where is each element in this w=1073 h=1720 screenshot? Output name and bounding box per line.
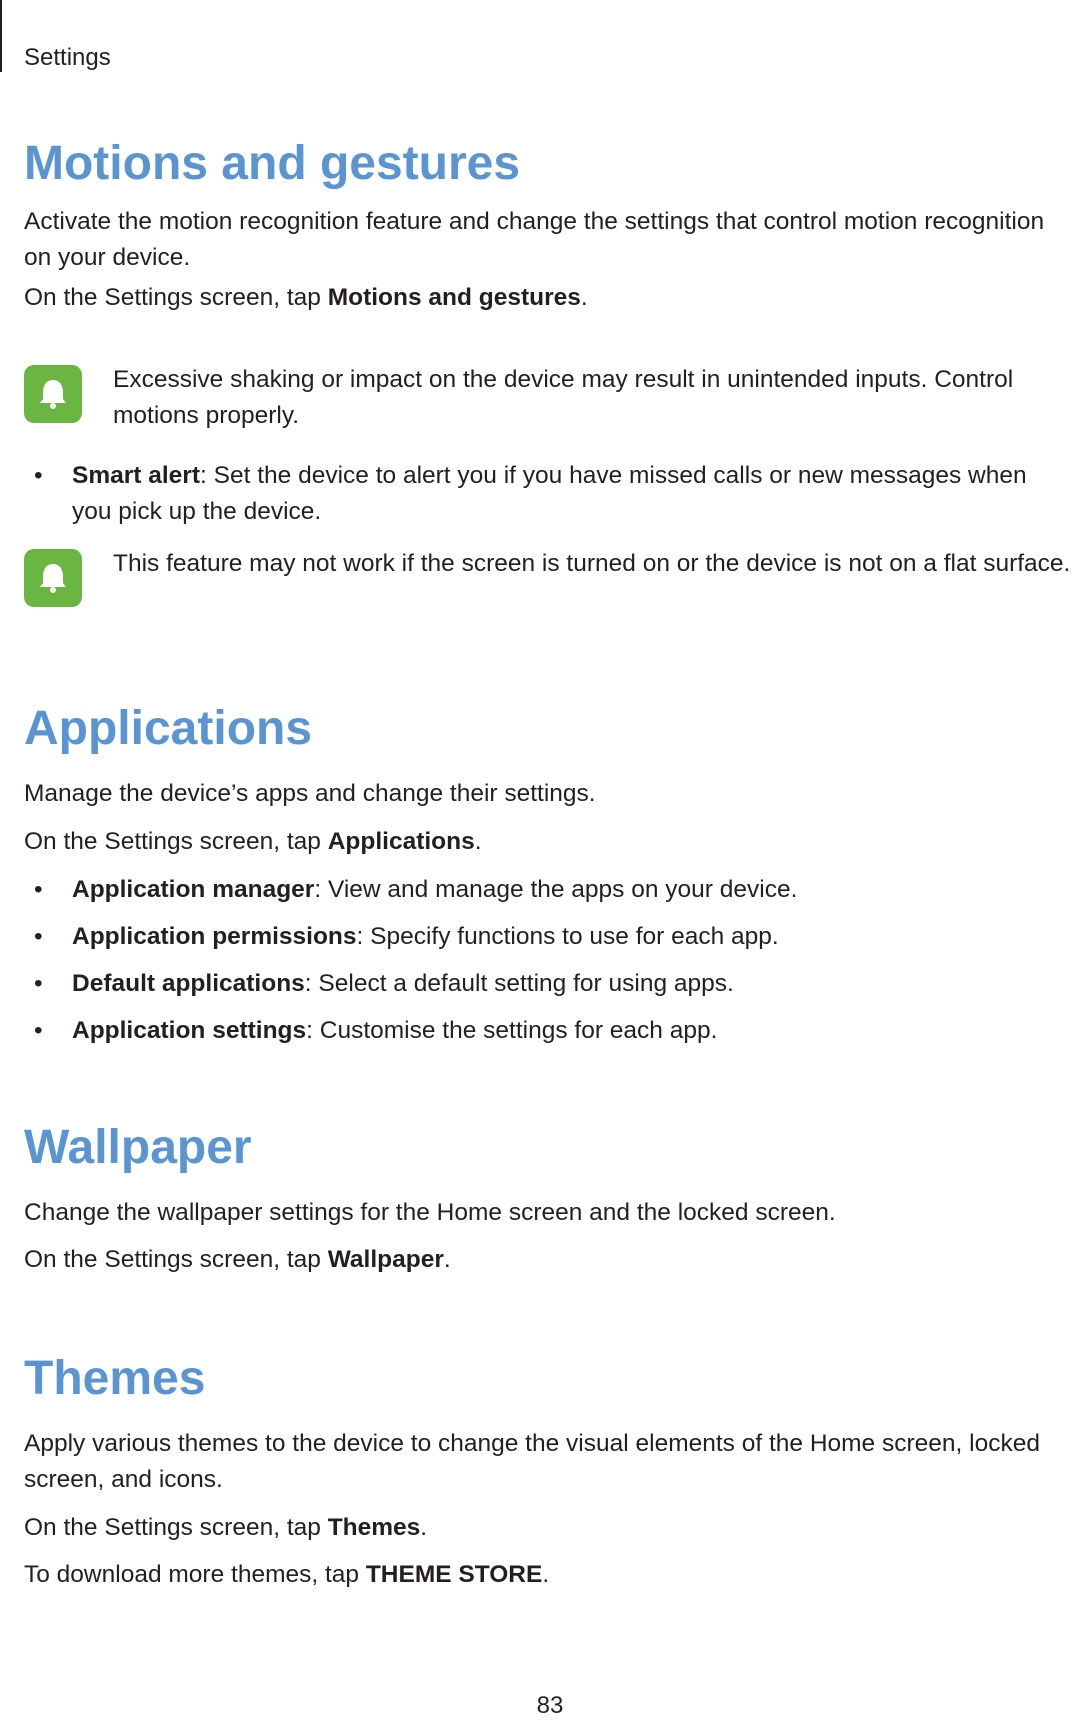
- note-text: This feature may not work if the screen is turned on or the device is not on a flat surface.: [113, 550, 1071, 577]
- tap-prefix: On the Settings screen, tap: [24, 828, 328, 855]
- bell-icon: [24, 549, 82, 607]
- item-term: Application manager: [72, 876, 315, 903]
- tap-target: Applications: [327, 828, 475, 855]
- page-number: 83: [536, 1692, 564, 1719]
- tap-suffix: .: [580, 284, 588, 311]
- bullet: •: [34, 876, 43, 903]
- item-desc: : View and manage the apps on your device.: [314, 876, 798, 903]
- themes-download-instruction: [24, 1557, 1064, 1593]
- item-desc: : Customise the settings for each app.: [306, 1017, 718, 1044]
- tap-target: Wallpaper: [327, 1246, 444, 1273]
- running-header: Settings: [24, 44, 111, 71]
- motions-tap-instruction: [24, 280, 1064, 316]
- download-prefix: To download more themes, tap: [24, 1561, 366, 1588]
- corner-rule: [0, 0, 2, 72]
- item-desc: : Set the device to alert you if you have missed calls or new messages when you pick up the device.: [72, 462, 1027, 525]
- tap-prefix: On the Settings screen, tap: [24, 284, 328, 311]
- section-title-motions: Motions and gestures: [24, 137, 521, 190]
- tap-suffix: .: [443, 1246, 451, 1273]
- motions-intro: Activate the motion recognition feature and change the settings that control motion recognition on your device.: [24, 208, 1045, 271]
- wallpaper-tap-instruction: [24, 1242, 1064, 1278]
- applications-tap-instruction: [24, 824, 1064, 860]
- bullet: •: [34, 970, 43, 997]
- download-target: THEME STORE: [365, 1561, 543, 1588]
- item-term: Default applications: [72, 970, 305, 997]
- note-excessive-shaking: [24, 362, 1064, 442]
- item-desc: : Select a default setting for using apps.: [304, 970, 734, 997]
- wallpaper-intro: Change the wallpaper settings for the Home screen and the locked screen.: [24, 1199, 836, 1226]
- themes-tap-instruction: [24, 1510, 1064, 1546]
- note-flat-surface: [24, 546, 1071, 626]
- section-title-wallpaper: Wallpaper: [24, 1121, 252, 1174]
- item-term: Smart alert: [72, 462, 201, 489]
- bullet: •: [34, 923, 43, 950]
- applications-intro: Manage the device’s apps and change their settings.: [24, 780, 596, 807]
- themes-intro: Apply various themes to the device to change the visual elements of the Home screen, locked screen, and icons.: [24, 1430, 1040, 1493]
- bullet: •: [34, 462, 43, 489]
- tap-target: Themes: [327, 1514, 421, 1541]
- item-term: Application settings: [72, 1017, 307, 1044]
- download-suffix: .: [542, 1561, 550, 1588]
- item-desc: : Specify functions to use for each app.: [356, 923, 779, 950]
- section-title-applications: Applications: [24, 702, 313, 755]
- note-text: Excessive shaking or impact on the device may result in unintended inputs. Control motions properly.: [113, 366, 1014, 429]
- item-term: Application permissions: [72, 923, 357, 950]
- tap-suffix: .: [474, 828, 482, 855]
- section-title-themes: Themes: [24, 1352, 206, 1405]
- tap-suffix: .: [420, 1514, 428, 1541]
- tap-prefix: On the Settings screen, tap: [24, 1246, 328, 1273]
- tap-prefix: On the Settings screen, tap: [24, 1514, 328, 1541]
- bell-icon: [24, 365, 82, 423]
- bullet: •: [34, 1017, 43, 1044]
- tap-target: Motions and gestures: [327, 284, 581, 311]
